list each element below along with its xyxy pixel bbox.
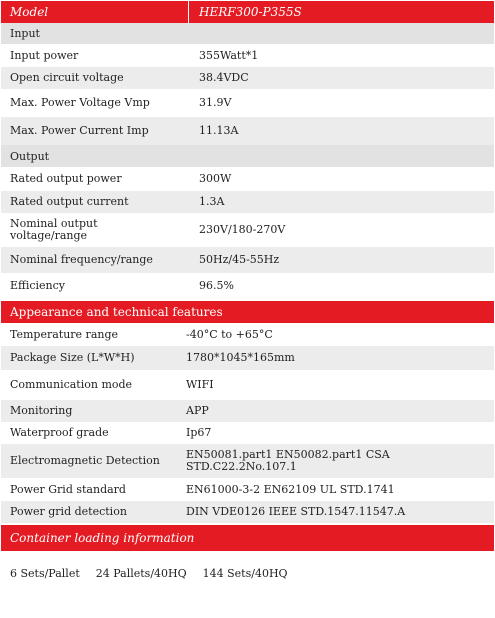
spec-value: DIN VDE0126 IEEE STD.1547.11547.A bbox=[186, 505, 406, 518]
spec-value: 38.4VDC bbox=[199, 71, 249, 84]
appearance-title: Appearance and technical features bbox=[10, 305, 223, 319]
output-section-title: Output bbox=[10, 149, 50, 163]
spec-row bbox=[1, 167, 494, 191]
spec-value: APP bbox=[186, 404, 209, 417]
spec-row bbox=[1, 89, 494, 117]
spec-row bbox=[1, 501, 494, 523]
spec-row bbox=[1, 323, 494, 346]
spec-row bbox=[1, 444, 494, 478]
spec-label: Power grid detection bbox=[10, 505, 127, 518]
spec-label: Electromagnetic Detection bbox=[10, 454, 160, 467]
spec-row bbox=[1, 478, 494, 501]
input-section-header bbox=[1, 23, 494, 44]
container-item: 144 Sets/40HQ bbox=[202, 567, 288, 580]
spec-row bbox=[1, 422, 494, 444]
spec-value: EN50081.part1 EN50082.part1 CSA STD.C22.2No.107.1 bbox=[186, 448, 390, 473]
spec-label: Rated output power bbox=[10, 172, 122, 185]
spec-value: Ip67 bbox=[186, 426, 212, 439]
spec-row bbox=[1, 247, 494, 273]
spec-label: Monitoring bbox=[10, 404, 73, 417]
spec-label: Input power bbox=[10, 48, 79, 62]
spec-row bbox=[1, 400, 494, 422]
spec-label: Nominal output voltage/range bbox=[10, 217, 98, 242]
spec-label: Package Size (L*W*H) bbox=[10, 351, 135, 364]
spec-value: 1.3A bbox=[199, 195, 225, 208]
spec-value: 11.13A bbox=[199, 124, 239, 137]
spec-row bbox=[1, 213, 494, 247]
spec-row bbox=[1, 117, 494, 145]
input-section-title: Input bbox=[10, 27, 40, 40]
spec-row bbox=[1, 273, 494, 299]
spec-label: Max. Power Voltage Vmp bbox=[10, 96, 150, 109]
container-banner bbox=[1, 525, 494, 551]
spec-sheet bbox=[1, 1, 494, 596]
spec-label: Communication mode bbox=[10, 378, 133, 391]
spec-value: 230V/180-270V bbox=[199, 223, 286, 236]
container-title: Container loading information bbox=[10, 531, 195, 545]
model-header-row bbox=[1, 1, 494, 23]
spec-row bbox=[1, 346, 494, 370]
spec-value: 355Watt*1 bbox=[199, 48, 259, 62]
container-info-row bbox=[1, 551, 494, 596]
spec-value: WIFI bbox=[186, 378, 214, 391]
spec-label: Open circuit voltage bbox=[10, 71, 124, 84]
spec-value: 96.5% bbox=[199, 279, 234, 292]
spec-label: Max. Power Current Imp bbox=[10, 124, 149, 137]
container-item: 6 Sets/Pallet bbox=[10, 567, 80, 580]
spec-value: 1780*1045*165mm bbox=[186, 351, 295, 364]
spec-label: Power Grid standard bbox=[10, 482, 126, 496]
spec-label: Rated output current bbox=[10, 195, 129, 208]
spec-row bbox=[1, 370, 494, 400]
spec-label: Efficiency bbox=[10, 279, 66, 292]
spec-value: 300W bbox=[199, 172, 232, 185]
spec-row bbox=[1, 67, 494, 89]
spec-label: Waterproof grade bbox=[10, 426, 109, 439]
spec-value: 31.9V bbox=[199, 96, 232, 109]
spec-row bbox=[1, 44, 494, 67]
output-section-header bbox=[1, 145, 494, 167]
model-label: Model bbox=[1, 1, 189, 23]
container-item: 24 Pallets/40HQ bbox=[95, 567, 187, 580]
appearance-banner bbox=[1, 301, 494, 323]
spec-value: EN61000-3-2 EN62109 UL STD.1741 bbox=[186, 482, 395, 496]
model-value: HERF300-P355S bbox=[199, 5, 302, 19]
spec-label: Temperature range bbox=[10, 327, 119, 341]
spec-value: -40°C to +65°C bbox=[186, 327, 273, 341]
spec-row bbox=[1, 191, 494, 213]
spec-value: 50Hz/45-55Hz bbox=[199, 253, 280, 266]
spec-label: Nominal frequency/range bbox=[10, 253, 153, 266]
